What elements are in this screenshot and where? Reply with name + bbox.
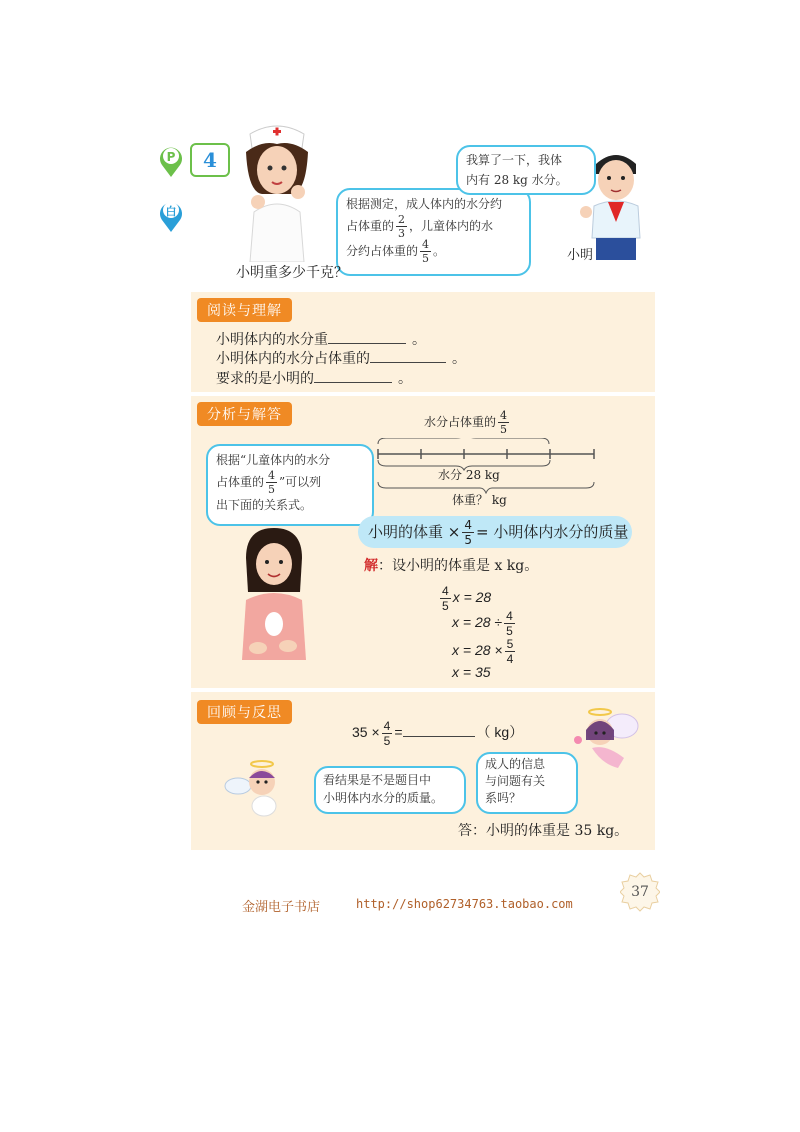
store-url[interactable]: http://shop62734763.taobao.com (356, 897, 573, 911)
fraction: $\frac{4}{5}$ (383, 719, 391, 748)
read-line-1: 小明体内的水分重 。 (216, 332, 426, 348)
bubble-text: 分约占体重的 $\frac{4}{5}$ 。 (346, 238, 446, 265)
bubble-text: 看结果是不是题目中 (323, 773, 432, 787)
relation-formula: 小明的体重 × $\frac{4}{5}$ = 小明体内水分的质量 (358, 516, 632, 548)
angel-girl-illustration (572, 704, 644, 774)
boy-speech-bubble (456, 145, 596, 195)
bubble-text: 成人的信息 (485, 757, 546, 771)
nurse-speech-bubble (336, 188, 531, 276)
answer-blank[interactable] (328, 343, 406, 344)
girl-illustration (238, 528, 310, 660)
example-badge: 4 (190, 143, 230, 177)
angel-boy-illustration (224, 758, 296, 820)
read-line-2: 小明体内的水分占体重的 。 (216, 351, 466, 367)
equation-4: x = 35 (452, 664, 491, 680)
store-name: 金湖电子书店 (242, 900, 321, 915)
diagram-mid-label: 水分 28 kg (438, 468, 500, 482)
bai-badge-icon (158, 196, 184, 234)
svg-text:P: P (166, 150, 176, 164)
bubble-text: 占体重的 $\frac{2}{3}$ ，儿童体内的水 (346, 213, 494, 240)
read-section-tag: 阅读与理解 (197, 298, 292, 322)
analysis-section-tag: 分析与解答 (197, 402, 292, 426)
bubble-text: 与问题有关 (485, 774, 546, 788)
question-text: 小明重多少千克？ (236, 265, 348, 281)
answer-blank[interactable] (370, 362, 446, 363)
page-number: 37 (620, 872, 660, 912)
svg-text:白: 白 (165, 205, 177, 218)
bubble-text: 内有 28 kg 水分。 (466, 173, 568, 187)
bubble-text: 我算了一下，我体 (466, 153, 563, 167)
fraction: $\frac{4}{5}$ (500, 409, 508, 436)
fraction: $\frac{4}{5}$ (268, 469, 276, 496)
answer-blank[interactable] (403, 736, 475, 737)
bubble-text: 根据测定，成人体内的水分约 (346, 197, 503, 211)
review-section-tag: 回顾与反思 (197, 700, 292, 724)
bubble-text: 占体重的 $\frac{4}{5}$ ”可以列 (216, 469, 322, 496)
bubble-text: 出下面的关系式。 (216, 498, 313, 512)
bubble-text: 系吗？ (485, 791, 522, 805)
equation-3: x = 28 × $\frac{5}{4}$ (452, 637, 514, 666)
equation-1: $\frac{4}{5}$ x = 28 (442, 584, 492, 613)
fraction: $\frac{5}{4}$ (506, 637, 514, 666)
diagram-top-label: 水分占体重的 $\frac{4}{5}$ (424, 409, 508, 436)
fraction: $\frac{4}{5}$ (506, 609, 513, 638)
boy-name-label: 小明 (567, 248, 594, 263)
girl-speech-bubble (206, 444, 374, 526)
check-formula: 35 × $\frac{4}{5}$ = （ kg） (352, 719, 524, 748)
fraction: $\frac{4}{5}$ (442, 584, 449, 613)
fraction: $\frac{2}{3}$ (398, 213, 406, 240)
reflection-bubble-right (476, 752, 578, 814)
p-badge-icon (158, 143, 184, 179)
read-line-3: 要求的是小明的 。 (216, 371, 412, 387)
bubble-text: 根据“儿童体内的水分 (216, 453, 331, 467)
diagram-bottom-label: 体重？ kg (452, 493, 507, 507)
reflection-bubble-left (314, 766, 466, 814)
final-answer: 答：小明的体重是 35 kg。 (458, 823, 629, 839)
equation-2: x = 28 ÷ $\frac{4}{5}$ (452, 609, 513, 638)
nurse-illustration (232, 122, 322, 262)
boy-xiaoming-illustration (578, 146, 654, 260)
answer-blank[interactable] (314, 382, 392, 383)
fraction: $\frac{4}{5}$ (422, 238, 430, 265)
fraction: $\frac{4}{5}$ (464, 518, 472, 547)
bubble-text: 小明体内水分的质量。 (323, 791, 444, 805)
solution-intro: 解：设小明的体重是 x kg。 (364, 558, 539, 574)
